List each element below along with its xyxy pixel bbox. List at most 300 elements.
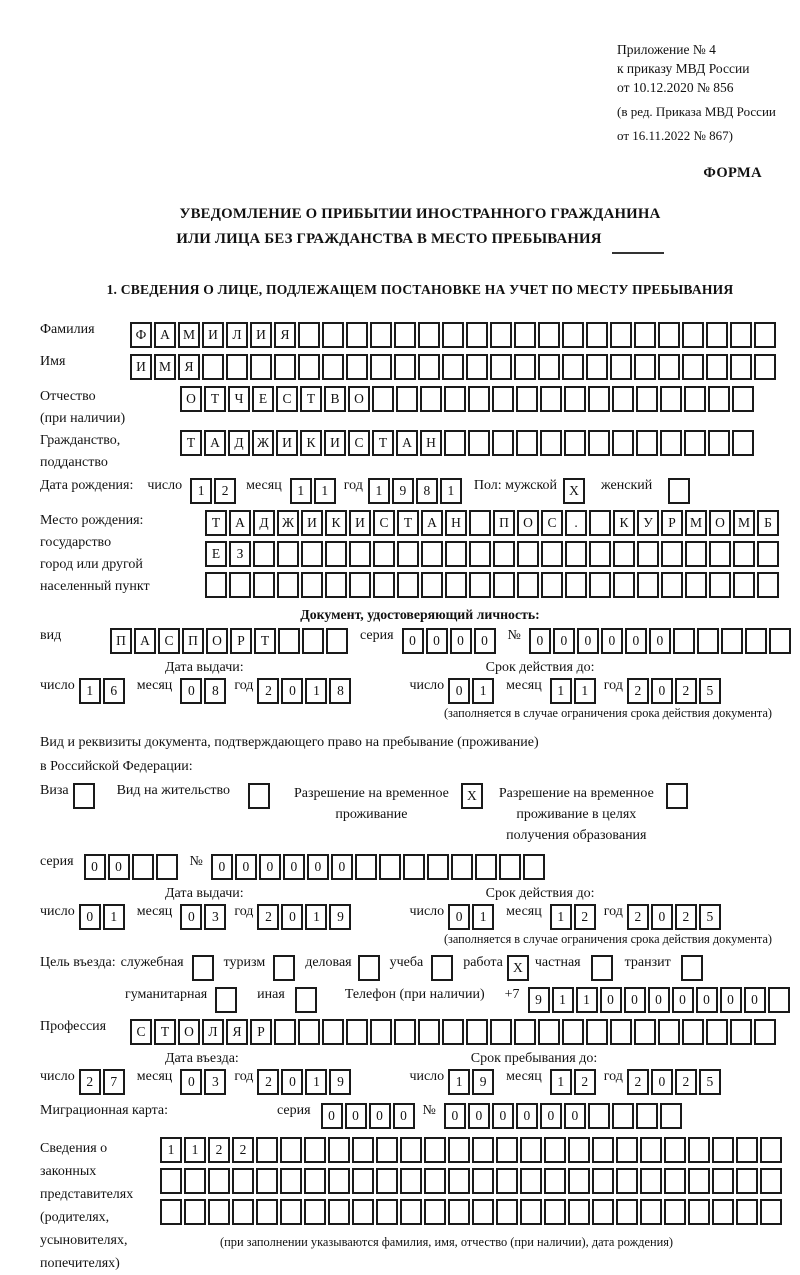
char-cell[interactable] [208, 1168, 230, 1194]
char-cell[interactable] [304, 1199, 326, 1225]
char-cell[interactable] [769, 628, 791, 654]
char-cell[interactable] [636, 430, 658, 456]
char-cell[interactable] [544, 1199, 566, 1225]
char-cell[interactable] [682, 354, 704, 380]
char-cell[interactable]: 0 [492, 1103, 514, 1129]
char-cell[interactable]: А [134, 628, 156, 654]
char-cell[interactable]: 0 [402, 628, 424, 654]
char-cell[interactable] [688, 1168, 710, 1194]
char-cell[interactable] [733, 572, 755, 598]
char-cell[interactable] [205, 572, 227, 598]
char-cell[interactable]: 8 [204, 678, 226, 704]
char-cell[interactable]: 8 [329, 678, 351, 704]
purpose-transit-checkbox[interactable] [681, 955, 705, 981]
char-cell[interactable]: Я [274, 322, 296, 348]
char-cell[interactable] [420, 386, 442, 412]
char-cell[interactable]: 0 [601, 628, 623, 654]
char-cell[interactable]: И [324, 430, 346, 456]
char-cell[interactable]: Т [180, 430, 202, 456]
char-cell[interactable]: М [178, 322, 200, 348]
char-cell[interactable] [226, 354, 248, 380]
char-cell[interactable]: 0 [448, 678, 470, 704]
char-cell[interactable]: И [276, 430, 298, 456]
char-cell[interactable] [637, 572, 659, 598]
char-cell[interactable] [298, 354, 320, 380]
char-cell[interactable] [469, 572, 491, 598]
char-cell[interactable] [301, 572, 323, 598]
char-cell[interactable]: 0 [744, 987, 766, 1013]
char-cell[interactable] [658, 322, 680, 348]
char-cell[interactable]: 1 [550, 678, 572, 704]
char-cell[interactable] [664, 1168, 686, 1194]
char-cell[interactable]: 0 [180, 904, 202, 930]
char-cell[interactable]: 2 [232, 1137, 254, 1163]
private-checkbox-cell[interactable] [591, 955, 613, 981]
char-cell[interactable]: 0 [450, 628, 472, 654]
char-cell[interactable] [610, 1019, 632, 1045]
char-cell[interactable] [328, 1168, 350, 1194]
char-cell[interactable] [448, 1137, 470, 1163]
char-cell[interactable] [736, 1137, 758, 1163]
char-cell[interactable]: 7 [103, 1069, 125, 1095]
char-cell[interactable] [372, 386, 394, 412]
char-cell[interactable]: 0 [474, 628, 496, 654]
char-cell[interactable]: 9 [472, 1069, 494, 1095]
purpose-tourism-checkbox[interactable] [273, 955, 297, 981]
char-cell[interactable] [328, 1199, 350, 1225]
char-cell[interactable] [280, 1168, 302, 1194]
char-cell[interactable]: 3 [204, 904, 226, 930]
char-cell[interactable] [322, 322, 344, 348]
char-cell[interactable] [274, 1019, 296, 1045]
char-cell[interactable]: 1 [368, 478, 390, 504]
char-cell[interactable] [496, 1168, 518, 1194]
char-cell[interactable] [274, 354, 296, 380]
purpose-official-checkbox[interactable] [192, 955, 216, 981]
char-cell[interactable] [760, 1199, 782, 1225]
char-cell[interactable] [541, 541, 563, 567]
purpose-humanitarian-checkbox[interactable] [215, 987, 239, 1013]
char-cell[interactable] [132, 854, 154, 880]
char-cell[interactable] [658, 1019, 680, 1045]
char-cell[interactable]: 0 [211, 854, 233, 880]
char-cell[interactable]: 1 [290, 478, 312, 504]
char-cell[interactable]: 0 [79, 904, 101, 930]
char-cell[interactable]: Ф [130, 322, 152, 348]
char-cell[interactable] [565, 572, 587, 598]
char-cell[interactable] [538, 322, 560, 348]
purpose-business-checkbox[interactable] [358, 955, 382, 981]
char-cell[interactable] [256, 1199, 278, 1225]
char-cell[interactable]: 0 [444, 1103, 466, 1129]
char-cell[interactable] [394, 1019, 416, 1045]
char-cell[interactable]: 1 [103, 904, 125, 930]
char-cell[interactable]: О [517, 510, 539, 536]
char-cell[interactable]: 2 [627, 1069, 649, 1095]
char-cell[interactable] [754, 354, 776, 380]
char-cell[interactable] [156, 854, 178, 880]
char-cell[interactable] [613, 572, 635, 598]
char-cell[interactable] [448, 1168, 470, 1194]
char-cell[interactable] [424, 1168, 446, 1194]
char-cell[interactable]: Я [178, 354, 200, 380]
char-cell[interactable] [661, 541, 683, 567]
char-cell[interactable] [637, 541, 659, 567]
char-cell[interactable] [466, 322, 488, 348]
char-cell[interactable] [540, 430, 562, 456]
char-cell[interactable]: А [229, 510, 251, 536]
char-cell[interactable] [490, 354, 512, 380]
char-cell[interactable] [616, 1137, 638, 1163]
char-cell[interactable]: Ж [277, 510, 299, 536]
char-cell[interactable] [708, 386, 730, 412]
char-cell[interactable]: Е [205, 541, 227, 567]
char-cell[interactable] [565, 541, 587, 567]
char-cell[interactable] [757, 541, 779, 567]
char-cell[interactable] [568, 1168, 590, 1194]
char-cell[interactable] [444, 386, 466, 412]
char-cell[interactable] [564, 386, 586, 412]
char-cell[interactable] [541, 572, 563, 598]
char-cell[interactable]: 2 [627, 678, 649, 704]
char-cell[interactable]: 0 [84, 854, 106, 880]
purpose-study-checkbox[interactable] [431, 955, 455, 981]
purpose-work-checkbox[interactable] [507, 955, 531, 981]
char-cell[interactable] [397, 541, 419, 567]
char-cell[interactable] [664, 1137, 686, 1163]
char-cell[interactable]: 0 [672, 987, 694, 1013]
char-cell[interactable]: Р [230, 628, 252, 654]
char-cell[interactable]: 0 [180, 1069, 202, 1095]
char-cell[interactable]: 0 [529, 628, 551, 654]
char-cell[interactable] [493, 572, 515, 598]
char-cell[interactable]: А [204, 430, 226, 456]
char-cell[interactable]: 1 [305, 1069, 327, 1095]
char-cell[interactable]: 9 [392, 478, 414, 504]
char-cell[interactable] [160, 1199, 182, 1225]
char-cell[interactable] [732, 430, 754, 456]
char-cell[interactable] [616, 1199, 638, 1225]
char-cell[interactable] [673, 628, 695, 654]
char-cell[interactable] [708, 430, 730, 456]
char-cell[interactable] [712, 1199, 734, 1225]
char-cell[interactable]: 5 [699, 904, 721, 930]
char-cell[interactable] [592, 1199, 614, 1225]
char-cell[interactable] [540, 386, 562, 412]
edu-permit-checkbox-cell[interactable] [666, 783, 688, 809]
char-cell[interactable]: 0 [331, 854, 353, 880]
char-cell[interactable]: 0 [540, 1103, 562, 1129]
char-cell[interactable] [451, 854, 473, 880]
char-cell[interactable]: К [300, 430, 322, 456]
male-checkbox-cell[interactable]: X [563, 478, 585, 504]
char-cell[interactable] [685, 541, 707, 567]
char-cell[interactable] [352, 1168, 374, 1194]
char-cell[interactable]: Я [226, 1019, 248, 1045]
char-cell[interactable]: 1 [190, 478, 212, 504]
char-cell[interactable] [709, 572, 731, 598]
char-cell[interactable] [346, 354, 368, 380]
char-cell[interactable] [684, 386, 706, 412]
char-cell[interactable] [730, 354, 752, 380]
char-cell[interactable] [328, 1137, 350, 1163]
char-cell[interactable] [538, 354, 560, 380]
purpose-private-checkbox[interactable] [591, 955, 615, 981]
char-cell[interactable] [256, 1168, 278, 1194]
char-cell[interactable] [661, 572, 683, 598]
char-cell[interactable] [612, 430, 634, 456]
char-cell[interactable]: 1 [574, 678, 596, 704]
char-cell[interactable]: 9 [528, 987, 550, 1013]
char-cell[interactable]: Н [420, 430, 442, 456]
char-cell[interactable]: 0 [281, 678, 303, 704]
char-cell[interactable] [706, 354, 728, 380]
char-cell[interactable]: 0 [468, 1103, 490, 1129]
char-cell[interactable]: Т [254, 628, 276, 654]
char-cell[interactable] [706, 1019, 728, 1045]
char-cell[interactable] [346, 322, 368, 348]
char-cell[interactable]: Б [757, 510, 779, 536]
char-cell[interactable] [472, 1199, 494, 1225]
char-cell[interactable] [370, 354, 392, 380]
char-cell[interactable] [697, 628, 719, 654]
char-cell[interactable] [400, 1137, 422, 1163]
char-cell[interactable]: 1 [472, 678, 494, 704]
humanitarian-checkbox-cell[interactable] [215, 987, 237, 1013]
char-cell[interactable]: 0 [281, 904, 303, 930]
female-checkbox[interactable] [668, 478, 692, 504]
char-cell[interactable]: 1 [79, 678, 101, 704]
char-cell[interactable]: И [250, 322, 272, 348]
char-cell[interactable] [253, 572, 275, 598]
char-cell[interactable] [736, 1199, 758, 1225]
char-cell[interactable] [325, 541, 347, 567]
char-cell[interactable]: Л [226, 322, 248, 348]
char-cell[interactable] [682, 1019, 704, 1045]
char-cell[interactable] [322, 1019, 344, 1045]
char-cell[interactable] [427, 854, 449, 880]
char-cell[interactable]: И [349, 510, 371, 536]
char-cell[interactable]: Т [372, 430, 394, 456]
char-cell[interactable] [355, 854, 377, 880]
char-cell[interactable]: С [130, 1019, 152, 1045]
visa-checkbox-cell[interactable] [73, 783, 95, 809]
char-cell[interactable] [280, 1199, 302, 1225]
char-cell[interactable]: О [178, 1019, 200, 1045]
char-cell[interactable]: 0 [393, 1103, 415, 1129]
char-cell[interactable] [634, 322, 656, 348]
char-cell[interactable] [589, 510, 611, 536]
char-cell[interactable] [760, 1168, 782, 1194]
char-cell[interactable]: 0 [625, 628, 647, 654]
char-cell[interactable] [564, 430, 586, 456]
char-cell[interactable] [469, 541, 491, 567]
char-cell[interactable]: 2 [675, 1069, 697, 1095]
char-cell[interactable]: Т [204, 386, 226, 412]
char-cell[interactable] [352, 1199, 374, 1225]
char-cell[interactable]: 0 [649, 628, 671, 654]
char-cell[interactable]: Т [300, 386, 322, 412]
char-cell[interactable] [490, 1019, 512, 1045]
char-cell[interactable] [208, 1199, 230, 1225]
char-cell[interactable] [733, 541, 755, 567]
char-cell[interactable] [538, 1019, 560, 1045]
char-cell[interactable]: А [396, 430, 418, 456]
char-cell[interactable] [349, 572, 371, 598]
char-cell[interactable] [346, 1019, 368, 1045]
char-cell[interactable]: 0 [235, 854, 257, 880]
char-cell[interactable] [523, 854, 545, 880]
visa-checkbox[interactable] [73, 783, 97, 809]
char-cell[interactable]: 0 [307, 854, 329, 880]
char-cell[interactable]: 2 [627, 904, 649, 930]
char-cell[interactable]: Д [253, 510, 275, 536]
char-cell[interactable]: М [733, 510, 755, 536]
char-cell[interactable]: 2 [257, 1069, 279, 1095]
char-cell[interactable] [326, 628, 348, 654]
char-cell[interactable]: 6 [103, 678, 125, 704]
char-cell[interactable] [304, 1137, 326, 1163]
char-cell[interactable]: 2 [574, 904, 596, 930]
char-cell[interactable] [721, 628, 743, 654]
char-cell[interactable] [516, 430, 538, 456]
char-cell[interactable] [403, 854, 425, 880]
char-cell[interactable] [636, 1103, 658, 1129]
char-cell[interactable] [586, 322, 608, 348]
char-cell[interactable] [730, 1019, 752, 1045]
char-cell[interactable]: 2 [675, 904, 697, 930]
char-cell[interactable] [352, 1137, 374, 1163]
char-cell[interactable]: 2 [208, 1137, 230, 1163]
other-checkbox-cell[interactable] [295, 987, 317, 1013]
char-cell[interactable]: 0 [259, 854, 281, 880]
char-cell[interactable]: Д [228, 430, 250, 456]
char-cell[interactable] [634, 1019, 656, 1045]
char-cell[interactable] [634, 354, 656, 380]
char-cell[interactable]: 0 [624, 987, 646, 1013]
char-cell[interactable] [562, 322, 584, 348]
char-cell[interactable] [688, 1137, 710, 1163]
char-cell[interactable] [660, 430, 682, 456]
char-cell[interactable] [640, 1168, 662, 1194]
char-cell[interactable]: 2 [79, 1069, 101, 1095]
char-cell[interactable] [349, 541, 371, 567]
char-cell[interactable]: Р [661, 510, 683, 536]
char-cell[interactable] [658, 354, 680, 380]
char-cell[interactable]: С [541, 510, 563, 536]
char-cell[interactable] [376, 1199, 398, 1225]
char-cell[interactable] [610, 354, 632, 380]
edu-permit-checkbox[interactable] [666, 783, 690, 809]
char-cell[interactable] [588, 386, 610, 412]
business-checkbox-cell[interactable] [358, 955, 380, 981]
char-cell[interactable]: 0 [180, 678, 202, 704]
char-cell[interactable] [493, 541, 515, 567]
char-cell[interactable]: И [202, 322, 224, 348]
char-cell[interactable] [709, 541, 731, 567]
male-checkbox[interactable] [563, 478, 587, 504]
char-cell[interactable]: Р [250, 1019, 272, 1045]
char-cell[interactable] [544, 1137, 566, 1163]
char-cell[interactable] [496, 1199, 518, 1225]
char-cell[interactable] [394, 354, 416, 380]
char-cell[interactable]: Е [252, 386, 274, 412]
char-cell[interactable] [610, 322, 632, 348]
char-cell[interactable] [298, 322, 320, 348]
char-cell[interactable] [712, 1137, 734, 1163]
char-cell[interactable]: 0 [369, 1103, 391, 1129]
char-cell[interactable] [768, 987, 790, 1013]
char-cell[interactable] [616, 1168, 638, 1194]
char-cell[interactable]: О [348, 386, 370, 412]
char-cell[interactable] [424, 1199, 446, 1225]
char-cell[interactable] [373, 541, 395, 567]
transit-checkbox-cell[interactable] [681, 955, 703, 981]
char-cell[interactable] [444, 430, 466, 456]
char-cell[interactable]: А [154, 322, 176, 348]
char-cell[interactable] [745, 628, 767, 654]
char-cell[interactable] [304, 1168, 326, 1194]
char-cell[interactable]: 1 [552, 987, 574, 1013]
char-cell[interactable] [418, 1019, 440, 1045]
char-cell[interactable]: Л [202, 1019, 224, 1045]
char-cell[interactable]: С [276, 386, 298, 412]
char-cell[interactable] [754, 322, 776, 348]
char-cell[interactable]: 3 [204, 1069, 226, 1095]
char-cell[interactable] [706, 322, 728, 348]
char-cell[interactable] [448, 1199, 470, 1225]
char-cell[interactable]: Т [205, 510, 227, 536]
char-cell[interactable] [202, 354, 224, 380]
char-cell[interactable] [376, 1168, 398, 1194]
char-cell[interactable] [445, 541, 467, 567]
char-cell[interactable] [520, 1199, 542, 1225]
char-cell[interactable]: 1 [550, 904, 572, 930]
char-cell[interactable] [301, 541, 323, 567]
char-cell[interactable] [682, 322, 704, 348]
char-cell[interactable] [442, 1019, 464, 1045]
char-cell[interactable]: С [373, 510, 395, 536]
char-cell[interactable]: 1 [440, 478, 462, 504]
purpose-other-checkbox[interactable] [295, 987, 319, 1013]
char-cell[interactable] [445, 572, 467, 598]
char-cell[interactable]: О [206, 628, 228, 654]
char-cell[interactable]: 8 [416, 478, 438, 504]
char-cell[interactable]: Т [154, 1019, 176, 1045]
char-cell[interactable] [376, 1137, 398, 1163]
char-cell[interactable]: П [182, 628, 204, 654]
char-cell[interactable]: Ч [228, 386, 250, 412]
char-cell[interactable]: 0 [577, 628, 599, 654]
char-cell[interactable] [640, 1137, 662, 1163]
char-cell[interactable] [442, 354, 464, 380]
char-cell[interactable] [640, 1199, 662, 1225]
char-cell[interactable] [322, 354, 344, 380]
char-cell[interactable] [520, 1168, 542, 1194]
char-cell[interactable] [612, 386, 634, 412]
char-cell[interactable] [517, 541, 539, 567]
char-cell[interactable] [588, 430, 610, 456]
char-cell[interactable]: 0 [516, 1103, 538, 1129]
char-cell[interactable] [250, 354, 272, 380]
char-cell[interactable] [490, 322, 512, 348]
char-cell[interactable]: З [229, 541, 251, 567]
char-cell[interactable]: 5 [699, 1069, 721, 1095]
char-cell[interactable]: 0 [345, 1103, 367, 1129]
char-cell[interactable]: 1 [305, 904, 327, 930]
char-cell[interactable] [492, 430, 514, 456]
char-cell[interactable]: Н [445, 510, 467, 536]
